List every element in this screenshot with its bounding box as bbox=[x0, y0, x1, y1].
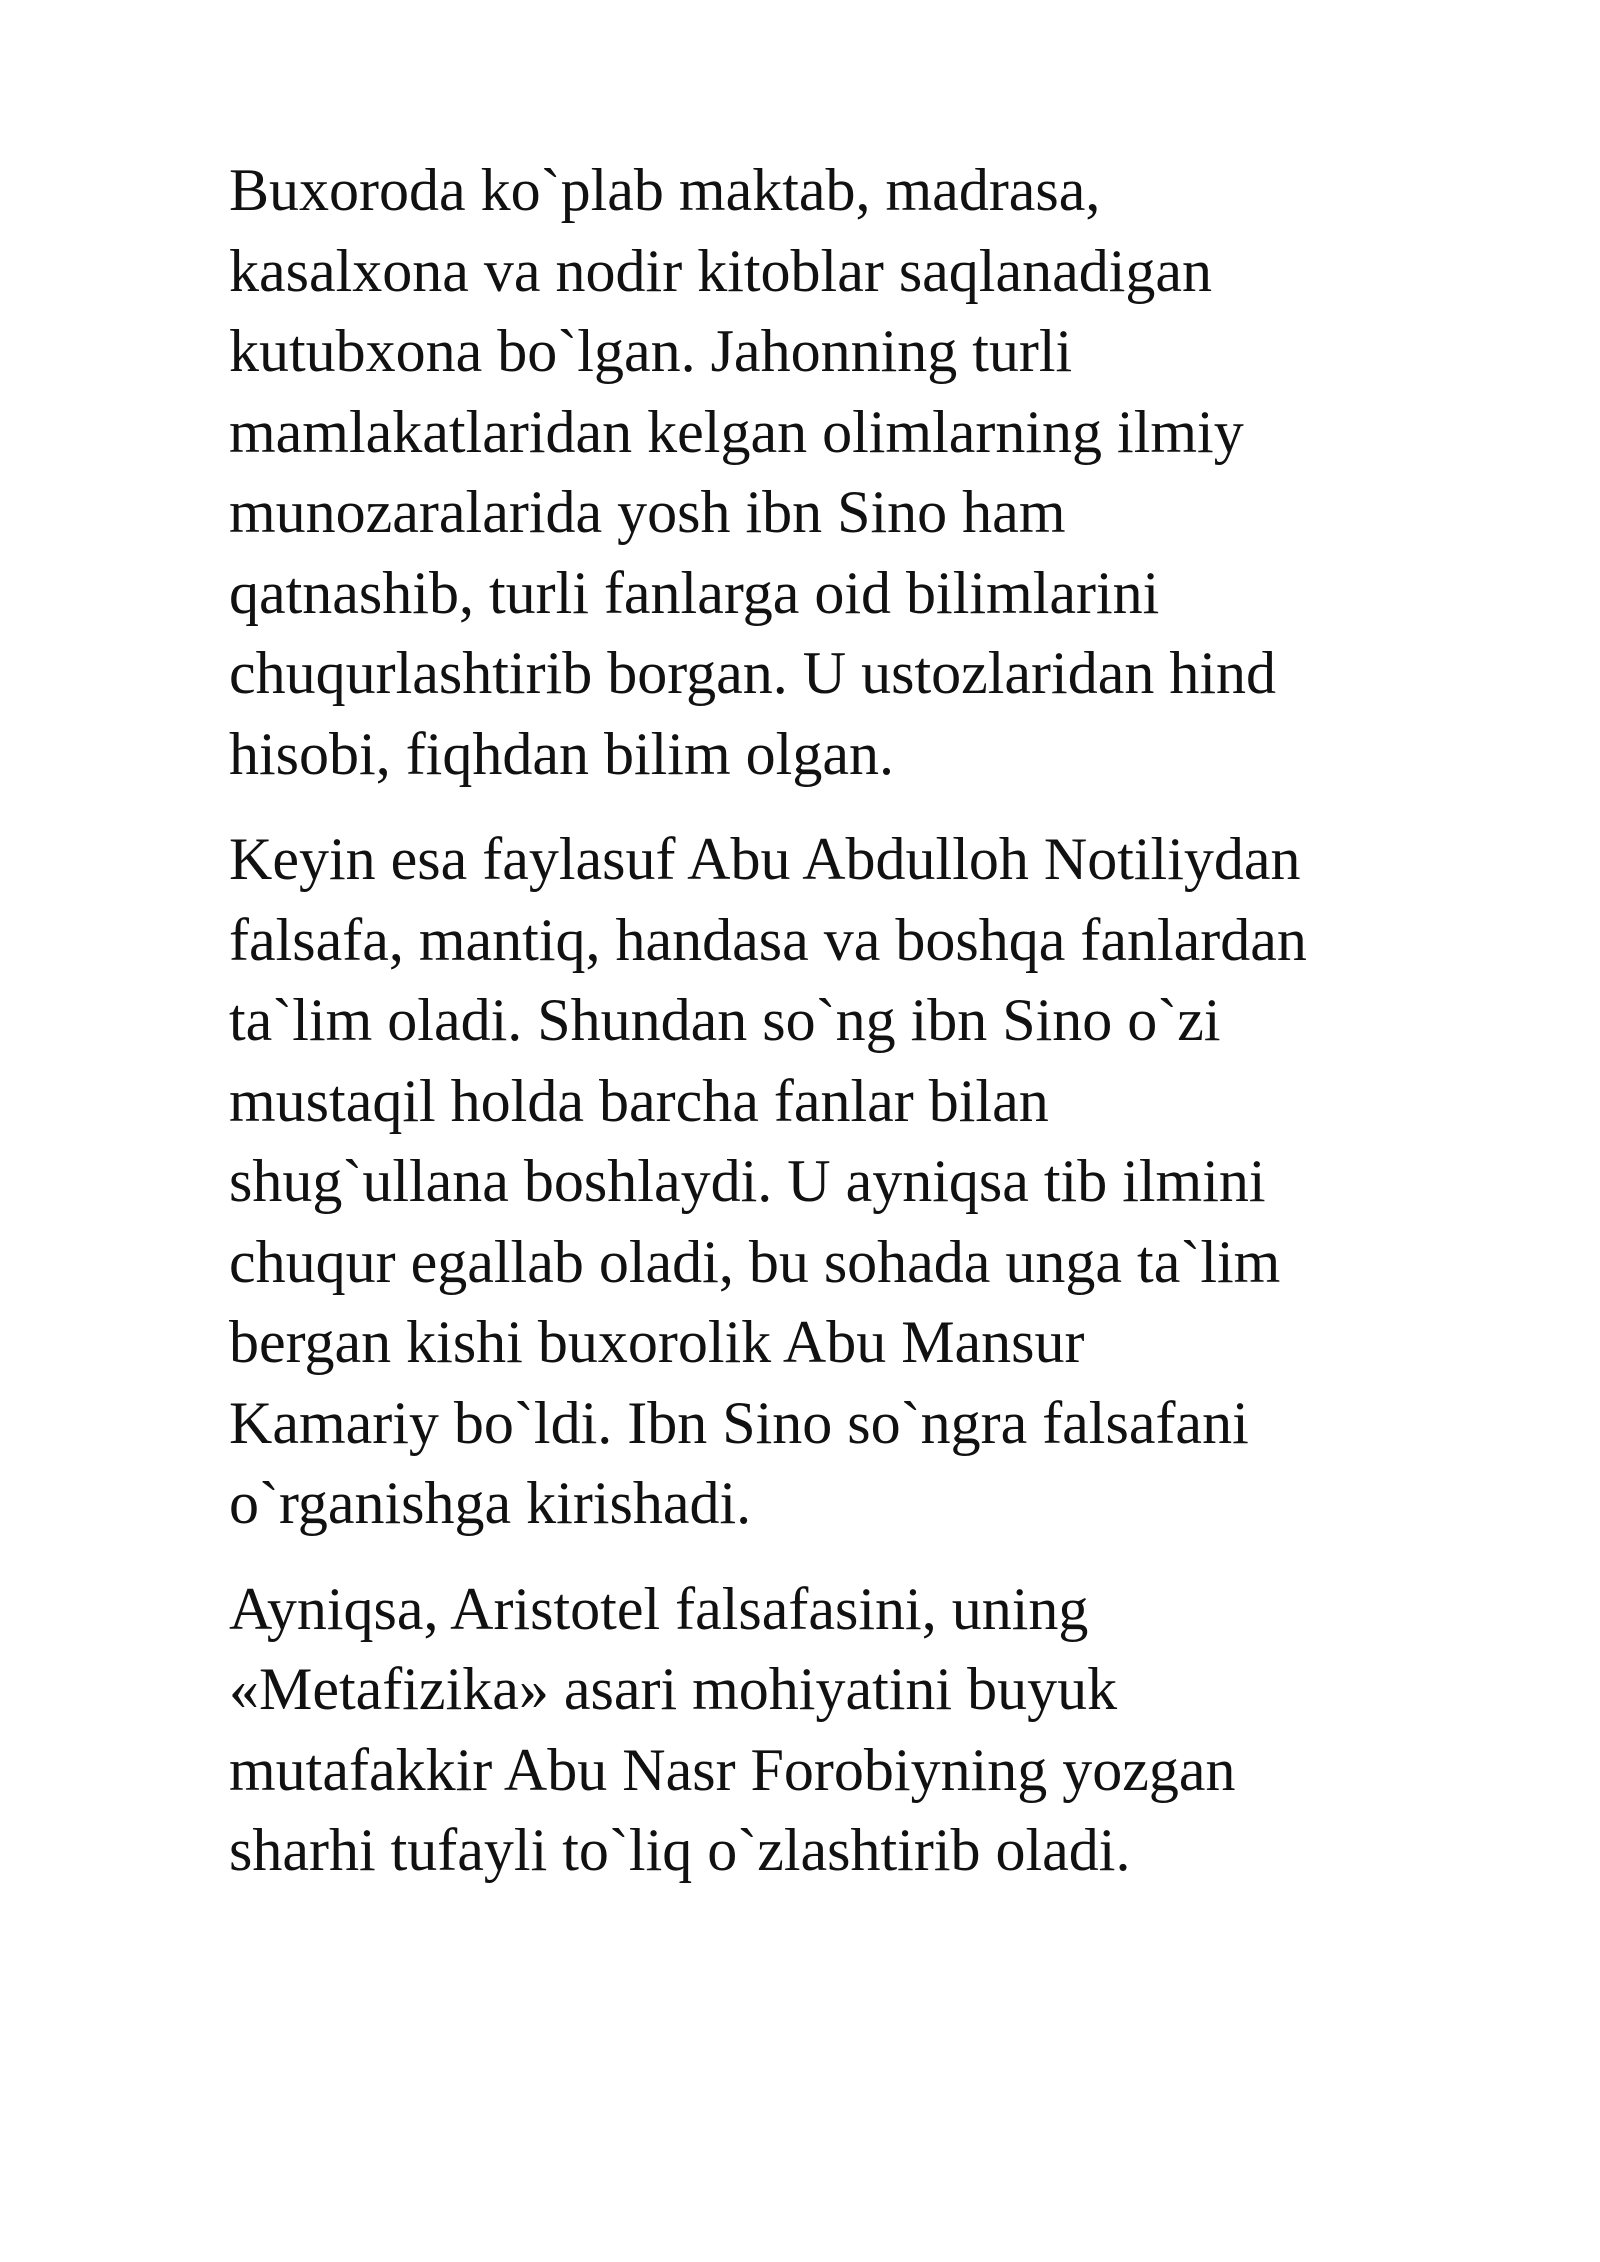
text-line: hisobi, fiqhdan bilim olgan. bbox=[229, 720, 894, 787]
text-line: Keyin esa faylasuf Abu Abdulloh Notiliydan bbox=[229, 826, 1301, 892]
text-line: Buxoroda ko`plab maktab, madrasa, bbox=[229, 157, 1101, 223]
text-line: mamlakatlaridan kelgan olimlarning ilmiy bbox=[229, 398, 1244, 465]
text-line: chuqurlashtirib borgan. U ustozlaridan hind bbox=[229, 640, 1277, 706]
text-line: bergan kishi buxorolik Abu Mansur bbox=[229, 1309, 1085, 1375]
paragraph-3 bbox=[229, 1569, 1559, 1891]
text-line: Kamariy bo`ldi. Ibn Sino so`ngra falsafani bbox=[229, 1389, 1249, 1456]
text-line: kasalxona va nodir kitoblar saqlanadigan bbox=[229, 237, 1213, 304]
text-line: chuqur egallab oladi, bu sohada unga ta`lim bbox=[229, 1228, 1281, 1295]
paragraph-1 bbox=[229, 150, 1559, 794]
text-line: o`rganishga kirishadi. bbox=[229, 1470, 752, 1536]
text-line: qatnashib, turli fanlarga oid bilimlarini bbox=[229, 559, 1160, 626]
text-line: falsafa, mantiq, handasa va boshqa fanlardan bbox=[229, 906, 1307, 973]
text-line: mustaqil holda barcha fanlar bilan bbox=[229, 1067, 1049, 1134]
text-line: kutubxona bo`lgan. Jahonning turli bbox=[229, 318, 1073, 384]
text-line: Ayniqsa, Aristotel falsafasini, uning bbox=[229, 1575, 1089, 1642]
text-line: mutafakkir Abu Nasr Forobiyning yozgan bbox=[229, 1736, 1236, 1803]
text-line: sharhi tufayli to`liq o`zlashtirib oladi. bbox=[229, 1817, 1131, 1883]
text-line: ta`lim oladi. Shundan so`ng ibn Sino o`zi bbox=[229, 987, 1221, 1053]
body-text bbox=[229, 150, 1559, 1916]
text-line: shug`ullana boshlaydi. U ayniqsa tib ilmini bbox=[229, 1148, 1266, 1214]
paragraph-2 bbox=[229, 819, 1559, 1544]
text-line: «Metafizika» asari mohiyatini buyuk bbox=[229, 1656, 1118, 1722]
text-line: munozaralarida yosh ibn Sino ham bbox=[229, 479, 1066, 545]
